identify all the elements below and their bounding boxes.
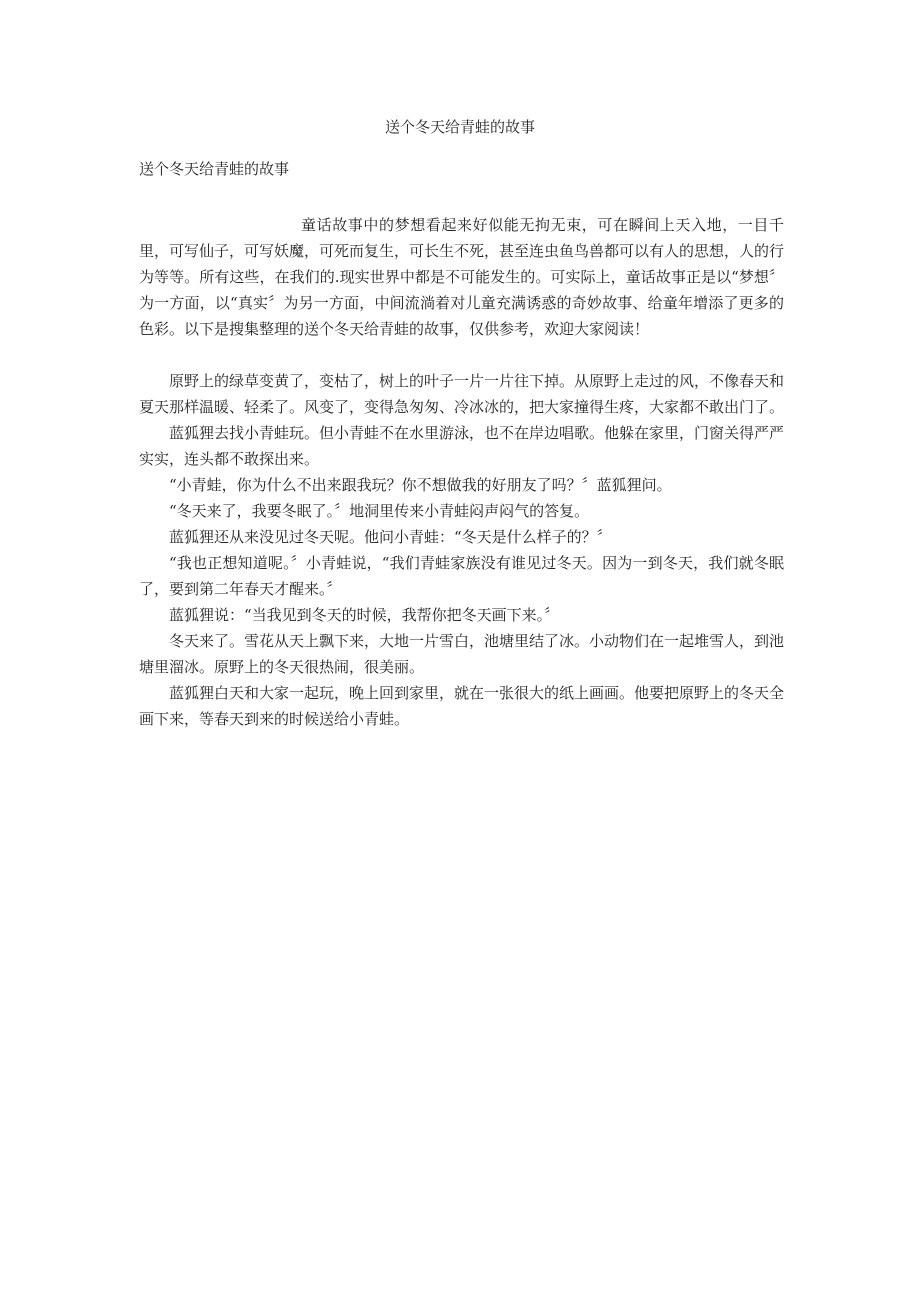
document-body [139, 212, 784, 732]
story-paragraph: 原野上的绿草变黄了，变枯了，树上的叶子一片一片往下掉。从原野上走过的风，不像春天和夏天那样温暖、轻柔了。风变了，变得急匆匆、冷冰冰的，把大家撞得生疼，大家都不敢出门了。 [139, 372, 785, 416]
story-paragraph: 冬天来了。雪花从天上飘下来，大地一片雪白，池塘里结了冰。小动物们在一起堆雪人，到池塘里溜冰。原野上的冬天很热闹，很美丽。 [139, 632, 785, 676]
document-subtitle: 送个冬天给青蛙的故事 [139, 160, 290, 178]
story-paragraph: “小青蛙，你为什么不出来跟我玩？你不想做我的好朋友了吗？〞蓝狐狸问。 [169, 476, 672, 494]
story-paragraph: 蓝狐狸还从来没见过冬天呢。他问小青蛙：“冬天是什么样子的？〞 [169, 528, 612, 546]
story-paragraph: 蓝狐狸白天和大家一起玩，晚上回到家里，就在一张很大的纸上画画。他要把原野上的冬天全画下来，等春天到来的时候送给小青蛙。 [139, 684, 785, 728]
story-paragraph: “我也正想知道呢。〞小青蛙说，“我们青蛙家族没有谁见过冬天。因为一到冬天，我们就冬眠了，要到第二年春天才醒来。〞 [139, 554, 784, 598]
story-paragraph: 蓝狐狸说：“当我见到冬天的时候，我帮你把冬天画下来。〞 [169, 606, 560, 624]
story-paragraph: “冬天来了，我要冬眠了。〞地洞里传来小青蛙闷声闷气的答复。 [169, 502, 590, 520]
page-title: 送个冬天给青蛙的故事 [384, 118, 535, 136]
story-paragraph: 蓝狐狸去找小青蛙玩。但小青蛙不在水里游泳，也不在岸边唱歌。他躲在家里，门窗关得严严实实，连头都不敢探出来。 [139, 424, 785, 468]
intro-paragraph: 童话故事中的梦想看起来好似能无拘无束，可在瞬间上天入地，一目千里，可写仙子，可写妖魔，可死而复生，可长生不死，甚至连虫鱼鸟兽都可以有人的思想，人的行为等等。所有这些，在我们的.现实世界中都是不可能发生的。可实际上，童话故事正是以“梦想〞为一方面，以“真实〞为另一方面，中间流淌着对儿童充满诱惑的奇妙故事、给童年增添了更多的色彩。以下是搜集整理的送个冬天给青蛙的故事，仅供参考，欢迎大家阅读！ [139, 216, 785, 338]
